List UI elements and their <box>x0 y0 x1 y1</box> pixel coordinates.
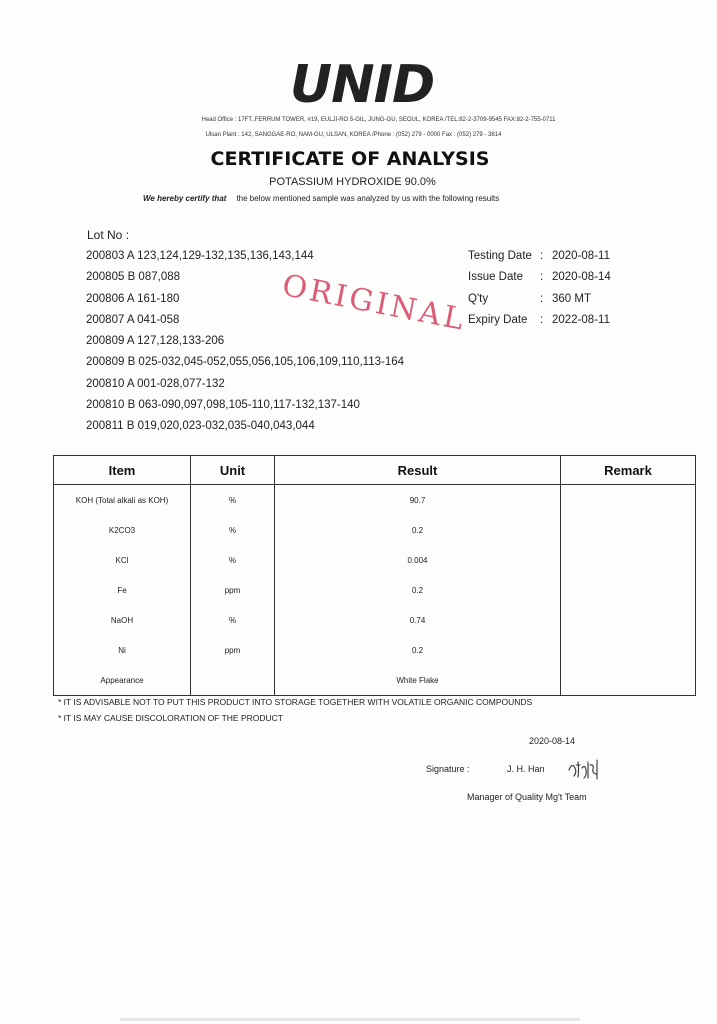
cell-remark <box>561 665 696 696</box>
table-row <box>54 605 696 635</box>
table-row <box>54 575 696 605</box>
quantity-row <box>468 291 668 312</box>
cell-item: Fe <box>54 575 191 605</box>
cell-item: KOH (Total alkali as KOH) <box>54 485 191 516</box>
document-title: CERTIFICATE OF ANALYSIS <box>210 148 490 170</box>
colon: : <box>540 313 544 326</box>
table-row <box>54 485 696 516</box>
cell-remark <box>561 545 696 575</box>
company-logo: UNID <box>289 55 435 115</box>
cell-result: 0.2 <box>275 635 561 665</box>
lot-item: 200803 A 123,124,129-132,135,136,143,144 <box>86 250 314 262</box>
cell-unit: ppm <box>191 635 275 665</box>
storage-note: * IT IS ADVISABLE NOT TO PUT THIS PRODUCT INTO STORAGE TOGETHER WITH VOLATILE ORGANIC COMPOUNDS <box>58 697 533 707</box>
cell-item: NaOH <box>54 605 191 635</box>
table-row <box>54 515 696 545</box>
cell-remark <box>561 605 696 635</box>
testing-date-row <box>468 248 668 269</box>
column-header-result: Result <box>275 456 561 485</box>
lot-item: 200811 B 019,020,023-032,035-040,043,044 <box>86 420 315 433</box>
lot-item: 200809 A 127,128,133-206 <box>86 335 225 348</box>
quantity-label: Q'ty <box>468 292 489 305</box>
expiry-date-label: Expiry Date <box>468 313 528 326</box>
product-name: POTASSIUM HYDROXIDE 90.0% <box>269 176 436 188</box>
cell-unit: % <box>191 515 275 545</box>
certify-text: the below mentioned sample was analyzed by us with the following results <box>236 194 500 203</box>
cell-unit: % <box>191 485 275 516</box>
table-row <box>54 545 696 575</box>
lot-item: 200807 A 041-058 <box>86 313 180 326</box>
cell-result: 0.74 <box>275 605 561 635</box>
cell-unit: % <box>191 545 275 575</box>
table-row <box>54 635 696 665</box>
cell-result: 0.004 <box>275 545 561 575</box>
cell-item: Appearance <box>54 665 191 696</box>
column-header-remark: Remark <box>561 456 696 485</box>
cell-remark <box>561 515 696 545</box>
original-stamp: ORIGINAL <box>279 268 470 338</box>
scan-edge-divider <box>120 1018 580 1021</box>
column-header-item: Item <box>54 456 191 485</box>
cell-result: White Flake <box>275 665 561 696</box>
signature-label: Signature : <box>426 764 470 774</box>
certify-bold: We hereby certify that <box>143 194 227 203</box>
testing-date-label: Testing Date <box>468 250 532 262</box>
certify-statement <box>143 194 499 203</box>
table-header-row <box>54 456 696 485</box>
cell-result: 0.2 <box>275 575 561 605</box>
lot-item: 200810 A 001-028,077-132 <box>86 377 225 390</box>
head-office-address: Head Office : 17FT.,FERRUM TOWER, #19, EULJI-RO 5-GIL, JUNG-GU, SEOUL, KOREA /TEL:82-2-3709-9545 FAX:82-2-755-0711 <box>201 117 556 123</box>
column-header-unit: Unit <box>191 456 275 485</box>
analysis-results-table <box>53 455 696 696</box>
lot-item: 200806 A 161-180 <box>86 292 180 305</box>
cell-unit: % <box>191 605 275 635</box>
cell-remark <box>561 485 696 516</box>
testing-date-value: 2020-08-11 <box>552 250 610 262</box>
colon: : <box>540 250 544 262</box>
expiry-date-row <box>468 312 668 333</box>
issue-date-row <box>468 269 668 290</box>
meta-panel <box>468 248 668 333</box>
handwritten-signature-icon <box>566 756 600 782</box>
lot-list <box>86 248 404 440</box>
issue-date-label: Issue Date <box>468 271 523 284</box>
cell-remark <box>561 575 696 605</box>
table-row <box>54 665 696 696</box>
cell-result: 0.2 <box>275 515 561 545</box>
cell-item: Ni <box>54 635 191 665</box>
quantity-value: 360 MT <box>552 292 591 305</box>
cell-unit: ppm <box>191 575 275 605</box>
issue-date-value: 2020-08-14 <box>552 271 611 284</box>
colon: : <box>540 271 544 284</box>
lot-item: 200810 B 063-090,097,098,105-110,117-132,137-140 <box>86 399 360 412</box>
plant-address: Ulsan Plant : 142, SANGGAE-RO, NAM-GU, ULSAN, KOREA /Phone : (052) 279 - 0000 Fax : (052) 279 - 3814 <box>205 132 502 138</box>
lot-number-label: Lot No : <box>87 228 130 242</box>
cell-item: K2CO3 <box>54 515 191 545</box>
cell-remark <box>561 635 696 665</box>
cell-item: KCl <box>54 545 191 575</box>
discoloration-note: * IT IS MAY CAUSE DISCOLORATION OF THE PRODUCT <box>58 713 283 723</box>
signature-date: 2020-08-14 <box>529 736 576 746</box>
cell-result: 90.7 <box>275 485 561 516</box>
colon: : <box>540 292 544 305</box>
lot-item: 200809 B 025-032,045-052,055,056,105,106,109,110,113-164 <box>86 356 405 369</box>
signer-name: J. H. Han <box>507 764 545 774</box>
lot-item: 200805 B 087,088 <box>86 271 181 284</box>
cell-unit <box>191 665 275 696</box>
signer-title: Manager of Quality Mg't Team <box>467 792 587 802</box>
expiry-date-value: 2022-08-11 <box>552 313 610 326</box>
